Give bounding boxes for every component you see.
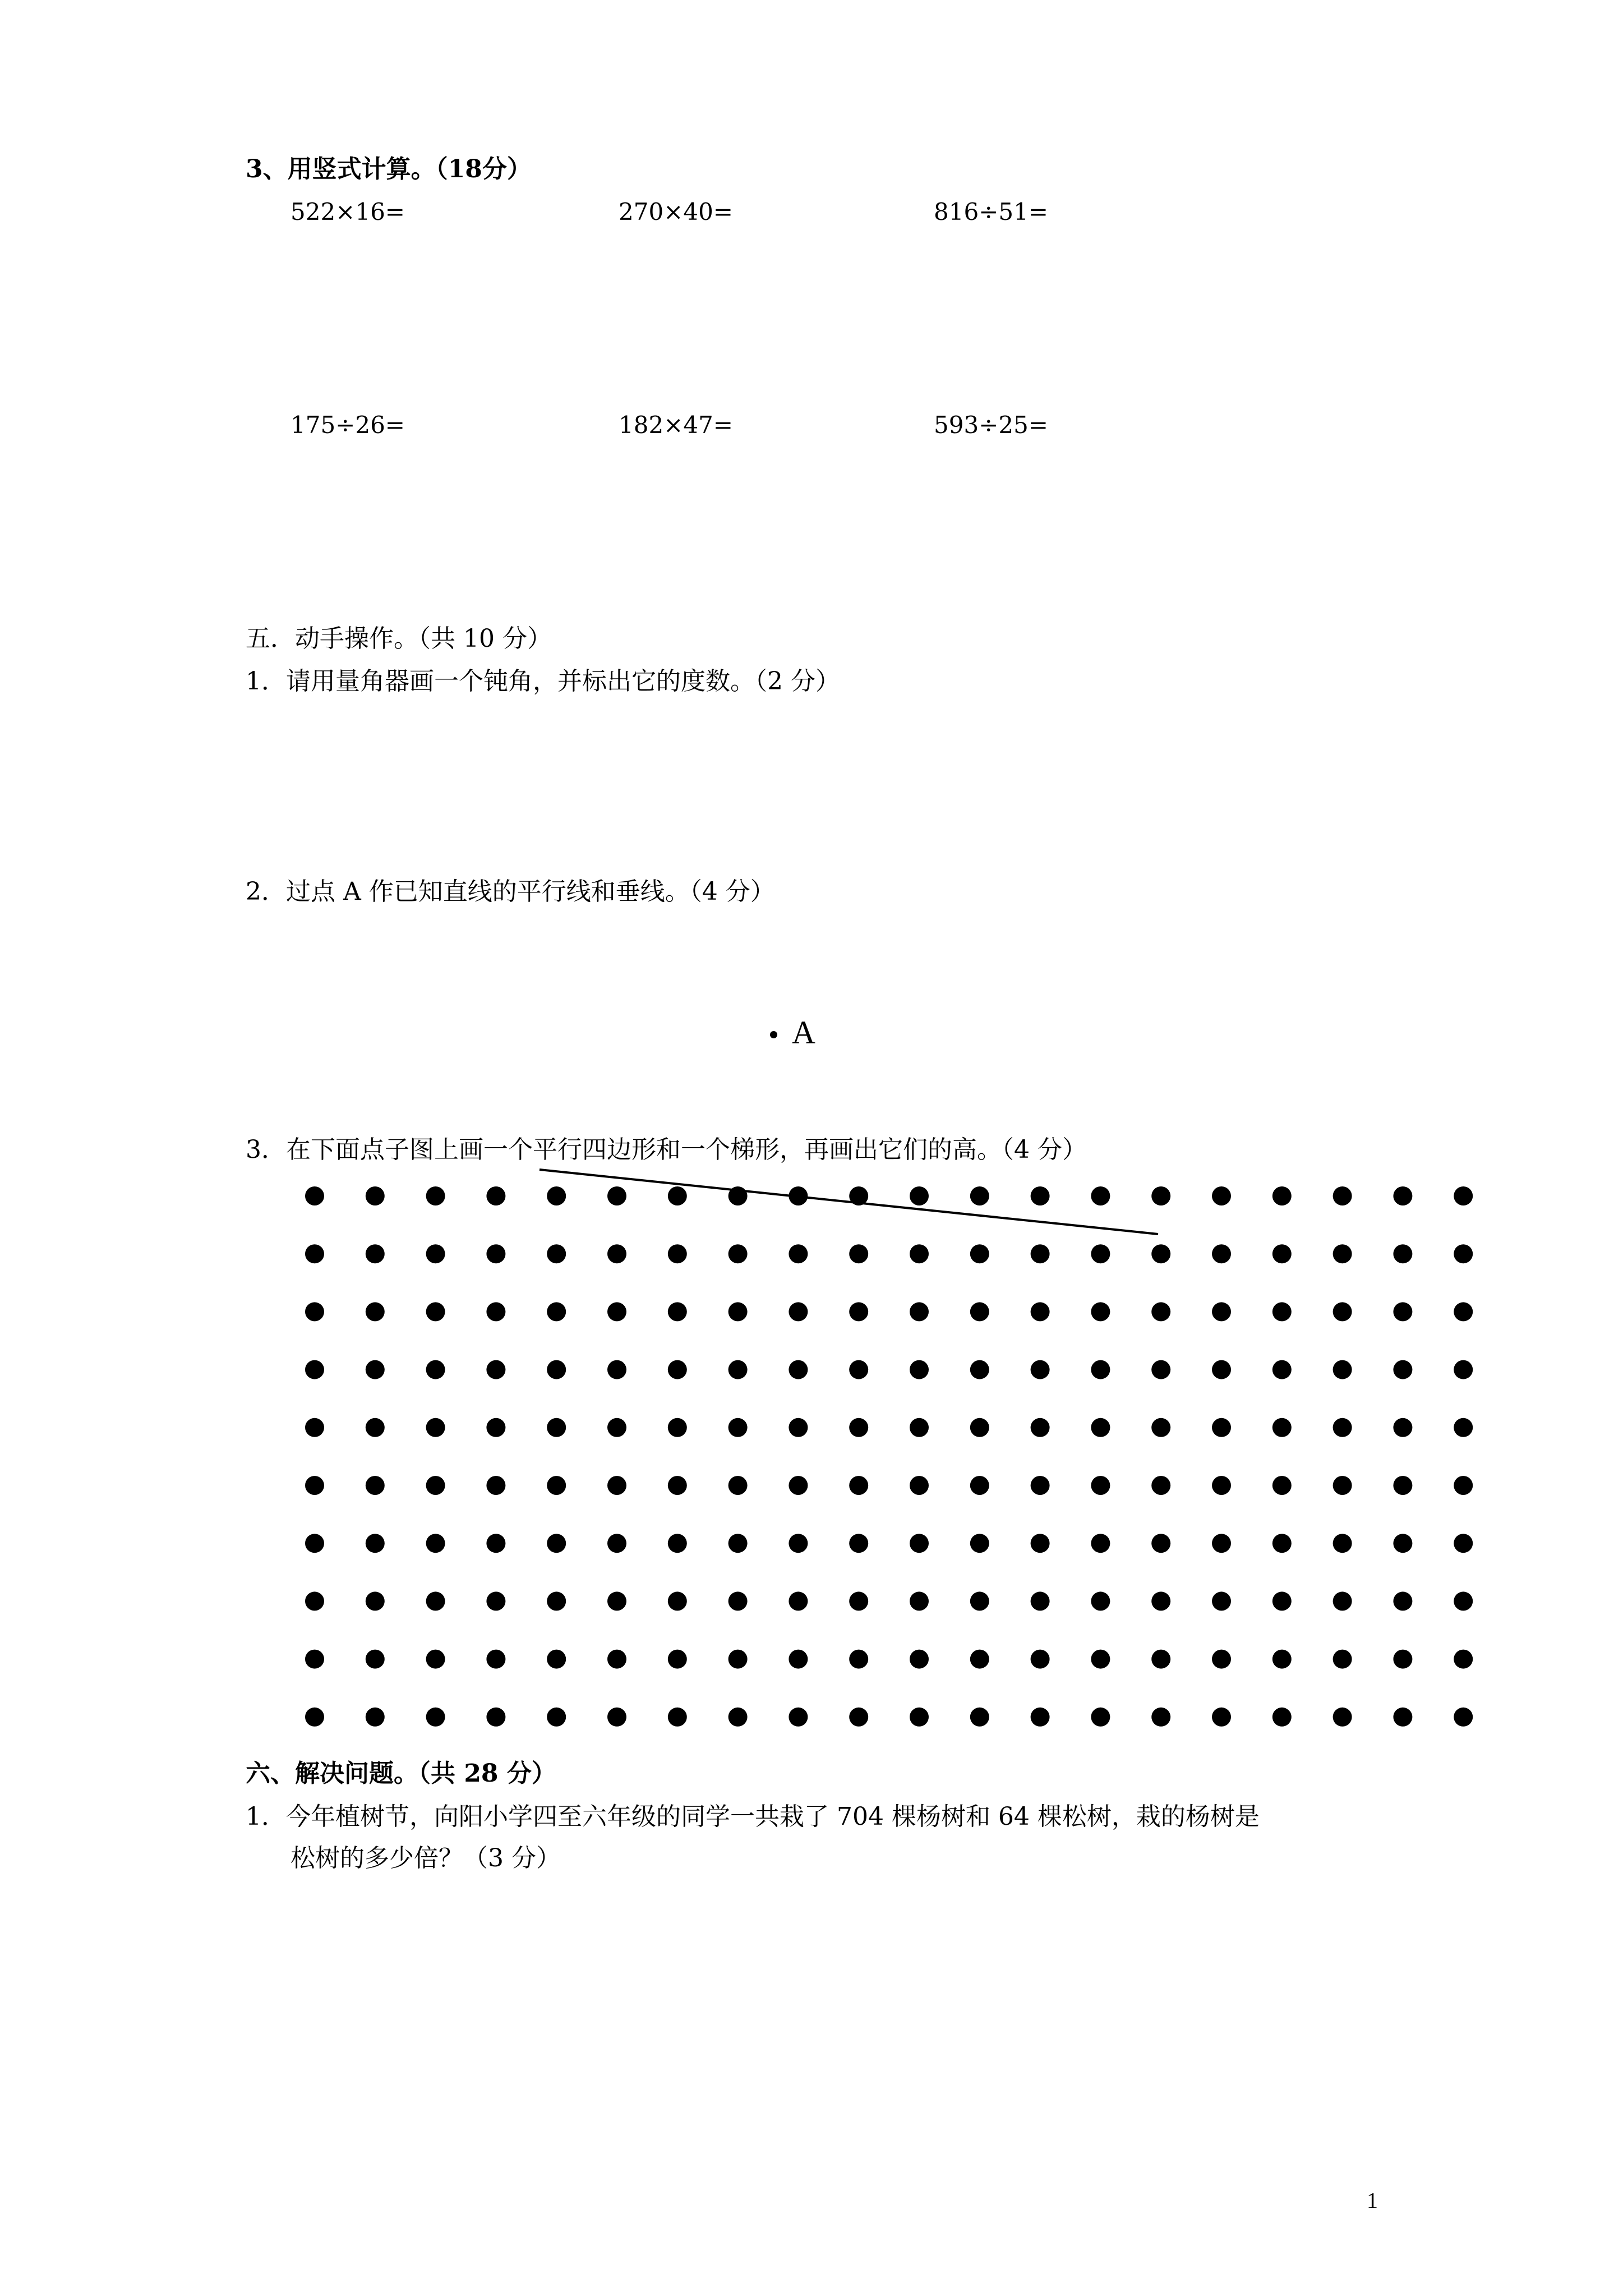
grid-dot xyxy=(1333,1360,1352,1379)
grid-dot xyxy=(1151,1360,1170,1379)
grid-dot xyxy=(1031,1650,1050,1669)
grid-dot xyxy=(970,1418,989,1437)
grid-dot xyxy=(789,1244,808,1263)
section5-question-1: 1．请用量角器画一个钝角，并标出它的度数。（2 分） xyxy=(246,667,840,696)
grid-dot xyxy=(1151,1708,1170,1727)
grid-dot xyxy=(305,1476,324,1495)
grid-dot xyxy=(547,1534,566,1553)
grid-dot xyxy=(1333,1708,1352,1727)
grid-dot xyxy=(547,1244,566,1263)
grid-dot xyxy=(366,1244,385,1263)
grid-dot xyxy=(1212,1186,1231,1205)
grid-dot xyxy=(849,1534,868,1553)
grid-dot xyxy=(1091,1360,1110,1379)
grid-dot xyxy=(1151,1302,1170,1321)
grid-dot xyxy=(970,1186,989,1205)
grid-dot xyxy=(789,1591,808,1611)
grid-dot xyxy=(668,1534,687,1553)
grid-dot xyxy=(910,1476,929,1495)
grid-dot xyxy=(486,1708,505,1727)
grid-dot xyxy=(668,1244,687,1263)
grid-dot xyxy=(305,1418,324,1437)
grid-dot xyxy=(668,1591,687,1611)
grid-dot xyxy=(1454,1534,1473,1553)
grid-dot xyxy=(1151,1534,1170,1553)
grid-dot xyxy=(1333,1476,1352,1495)
grid-dot xyxy=(1393,1591,1412,1611)
grid-dot xyxy=(1212,1476,1231,1495)
given-line xyxy=(540,1170,1158,1234)
grid-dot xyxy=(426,1302,445,1321)
grid-dot xyxy=(728,1591,748,1611)
grid-dot xyxy=(849,1708,868,1727)
grid-dot xyxy=(728,1302,748,1321)
section6-heading: 六、解决问题。（共 28 分） xyxy=(246,1759,556,1788)
grid-dot xyxy=(849,1302,868,1321)
grid-dot xyxy=(486,1244,505,1263)
grid-dot xyxy=(970,1302,989,1321)
grid-dot xyxy=(486,1186,505,1205)
grid-dot xyxy=(426,1650,445,1669)
grid-dot xyxy=(1091,1418,1110,1437)
grid-dot xyxy=(305,1360,324,1379)
grid-dot xyxy=(366,1708,385,1727)
grid-dot xyxy=(789,1302,808,1321)
grid-dot xyxy=(366,1476,385,1495)
grid-dot xyxy=(426,1244,445,1263)
grid-dot xyxy=(305,1302,324,1321)
grid-dot xyxy=(486,1534,505,1553)
grid-dot xyxy=(1031,1708,1050,1727)
grid-dot xyxy=(1091,1708,1110,1727)
grid-dot xyxy=(1454,1360,1473,1379)
point-a-label: A xyxy=(792,1014,815,1051)
grid-dot xyxy=(1212,1418,1231,1437)
grid-dot xyxy=(728,1708,748,1727)
grid-dot xyxy=(1272,1418,1292,1437)
grid-dot xyxy=(1212,1244,1231,1263)
grid-dot xyxy=(1031,1534,1050,1553)
grid-dot xyxy=(426,1360,445,1379)
grid-dot xyxy=(970,1534,989,1553)
grid-dot xyxy=(1272,1244,1292,1263)
grid-dot xyxy=(970,1244,989,1263)
grid-dot xyxy=(1333,1302,1352,1321)
grid-dot xyxy=(668,1476,687,1495)
grid-dot xyxy=(426,1418,445,1437)
grid-dot xyxy=(607,1360,626,1379)
grid-dot xyxy=(305,1591,324,1611)
grid-dot xyxy=(1091,1591,1110,1611)
grid-dot xyxy=(910,1534,929,1553)
section6-question-1-line-2: 松树的多少倍？（3 分） xyxy=(291,1844,561,1872)
grid-dot xyxy=(910,1591,929,1611)
grid-dot xyxy=(1393,1360,1412,1379)
calc-problem-3: 816÷51= xyxy=(934,198,1048,226)
grid-dot xyxy=(1212,1591,1231,1611)
grid-dot xyxy=(366,1186,385,1205)
grid-dot xyxy=(1393,1418,1412,1437)
grid-dot xyxy=(910,1708,929,1727)
grid-dot xyxy=(547,1650,566,1669)
grid-dot xyxy=(1333,1591,1352,1611)
grid-dot xyxy=(1272,1534,1292,1553)
grid-dot xyxy=(547,1591,566,1611)
grid-dot xyxy=(668,1360,687,1379)
grid-dot xyxy=(1454,1186,1473,1205)
section5-heading: 五．动手操作。（共 10 分） xyxy=(246,624,552,653)
grid-dot xyxy=(607,1534,626,1553)
grid-dot xyxy=(728,1534,748,1553)
grid-dot xyxy=(668,1650,687,1669)
grid-dot xyxy=(1031,1360,1050,1379)
grid-dot xyxy=(1393,1708,1412,1727)
grid-dot xyxy=(426,1591,445,1611)
grid-dot xyxy=(1393,1534,1412,1553)
grid-dot xyxy=(1212,1534,1231,1553)
grid-dot xyxy=(1333,1650,1352,1669)
grid-dot xyxy=(728,1650,748,1669)
grid-dot xyxy=(1151,1650,1170,1669)
grid-dot xyxy=(1454,1476,1473,1495)
grid-dot xyxy=(849,1476,868,1495)
grid-dot xyxy=(547,1476,566,1495)
grid-dot xyxy=(1333,1418,1352,1437)
grid-dot xyxy=(910,1244,929,1263)
grid-dot xyxy=(1091,1534,1110,1553)
grid-dot xyxy=(1091,1244,1110,1263)
grid-dot xyxy=(1212,1360,1231,1379)
grid-dot xyxy=(1454,1302,1473,1321)
grid-dot xyxy=(1031,1244,1050,1263)
grid-dot xyxy=(849,1650,868,1669)
grid-dot xyxy=(728,1360,748,1379)
grid-dot xyxy=(305,1650,324,1669)
section5-question-2: 2．过点 A 作已知直线的平行线和垂线。（4 分） xyxy=(246,877,775,906)
grid-dot xyxy=(849,1360,868,1379)
section5-question-3: 3．在下面点子图上画一个平行四边形和一个梯形，再画出它们的高。（4 分） xyxy=(246,1135,1087,1164)
grid-dot xyxy=(1212,1302,1231,1321)
section6-question-1-line-1: 1．今年植树节，向阳小学四至六年级的同学一共栽了 704 棵杨树和 64 棵松树，栽的杨树是 xyxy=(246,1802,1260,1831)
grid-dot xyxy=(1091,1302,1110,1321)
grid-dot xyxy=(1272,1591,1292,1611)
grid-dot xyxy=(607,1244,626,1263)
grid-dot xyxy=(305,1244,324,1263)
calc-problem-1: 522×16= xyxy=(291,198,405,226)
grid-dot xyxy=(970,1708,989,1727)
calc-problem-5: 182×47= xyxy=(619,411,733,439)
grid-dot xyxy=(547,1708,566,1727)
grid-dot xyxy=(789,1708,808,1727)
grid-dot xyxy=(1454,1650,1473,1669)
calc-problem-2: 270×40= xyxy=(619,198,733,226)
grid-dot xyxy=(366,1302,385,1321)
grid-dot xyxy=(1151,1591,1170,1611)
grid-dot xyxy=(728,1418,748,1437)
grid-dot xyxy=(1272,1650,1292,1669)
grid-dot xyxy=(910,1186,929,1205)
grid-dot xyxy=(607,1302,626,1321)
grid-dot xyxy=(789,1534,808,1553)
grid-dot xyxy=(305,1534,324,1553)
grid-dot xyxy=(547,1186,566,1205)
grid-dot xyxy=(789,1418,808,1437)
grid-dot xyxy=(1454,1591,1473,1611)
grid-dot xyxy=(1091,1476,1110,1495)
grid-dot xyxy=(1454,1244,1473,1263)
grid-dot xyxy=(849,1591,868,1611)
grid-dot xyxy=(547,1302,566,1321)
grid-dot xyxy=(970,1476,989,1495)
grid-dot xyxy=(1333,1186,1352,1205)
grid-dot xyxy=(366,1360,385,1379)
grid-dot xyxy=(1393,1244,1412,1263)
grid-dot xyxy=(426,1534,445,1553)
grid-dot xyxy=(607,1418,626,1437)
grid-dot xyxy=(305,1708,324,1727)
grid-dot xyxy=(1031,1186,1050,1205)
grid-dot xyxy=(426,1476,445,1495)
grid-dot xyxy=(1333,1534,1352,1553)
grid-dot xyxy=(366,1591,385,1611)
grid-dot xyxy=(1454,1418,1473,1437)
grid-dot xyxy=(728,1476,748,1495)
grid-dot xyxy=(486,1302,505,1321)
grid-dot xyxy=(1272,1476,1292,1495)
grid-dot xyxy=(1272,1302,1292,1321)
grid-dot xyxy=(789,1360,808,1379)
page-number: 1 xyxy=(1367,2188,1378,2213)
grid-dot xyxy=(970,1650,989,1669)
grid-dot xyxy=(910,1418,929,1437)
section3-heading: 3、用竖式计算。（18分） xyxy=(246,155,532,183)
grid-dot xyxy=(607,1186,626,1205)
grid-dot xyxy=(486,1650,505,1669)
grid-dot xyxy=(1031,1476,1050,1495)
grid-dot xyxy=(970,1360,989,1379)
grid-dot xyxy=(849,1244,868,1263)
grid-dot xyxy=(728,1244,748,1263)
grid-dot xyxy=(1454,1708,1473,1727)
grid-dot xyxy=(910,1650,929,1669)
grid-dot xyxy=(1031,1302,1050,1321)
grid-dot xyxy=(789,1476,808,1495)
grid-dot xyxy=(607,1708,626,1727)
grid-dot xyxy=(305,1186,324,1205)
grid-dot xyxy=(1393,1650,1412,1669)
grid-dot xyxy=(1151,1418,1170,1437)
grid-dot xyxy=(607,1650,626,1669)
grid-dot xyxy=(1272,1708,1292,1727)
grid-dot xyxy=(668,1302,687,1321)
grid-dot xyxy=(1091,1650,1110,1669)
grid-dot xyxy=(1031,1418,1050,1437)
grid-dot xyxy=(1212,1708,1231,1727)
calc-problem-4: 175÷26= xyxy=(291,411,405,439)
grid-dot xyxy=(668,1186,687,1205)
grid-dot xyxy=(366,1650,385,1669)
grid-dot xyxy=(1091,1186,1110,1205)
grid-dot xyxy=(1031,1591,1050,1611)
grid-dot xyxy=(910,1360,929,1379)
grid-dot xyxy=(1393,1476,1412,1495)
grid-dot xyxy=(1393,1302,1412,1321)
grid-dot xyxy=(849,1418,868,1437)
grid-dot xyxy=(1151,1476,1170,1495)
grid-dot xyxy=(426,1186,445,1205)
grid-dot xyxy=(789,1650,808,1669)
grid-dot xyxy=(1212,1650,1231,1669)
grid-dot xyxy=(910,1302,929,1321)
grid-dot xyxy=(486,1360,505,1379)
grid-dot xyxy=(486,1591,505,1611)
grid-dot xyxy=(366,1418,385,1437)
grid-dot xyxy=(607,1476,626,1495)
grid-dot xyxy=(547,1360,566,1379)
grid-dot xyxy=(547,1418,566,1437)
grid-dot xyxy=(426,1708,445,1727)
grid-dot xyxy=(486,1476,505,1495)
grid-dot xyxy=(668,1418,687,1437)
grid-dot xyxy=(1272,1360,1292,1379)
grid-dot xyxy=(668,1708,687,1727)
grid-dot xyxy=(366,1534,385,1553)
calc-problem-6: 593÷25= xyxy=(934,411,1048,439)
grid-dot xyxy=(1272,1186,1292,1205)
grid-dot xyxy=(1151,1186,1170,1205)
grid-dot xyxy=(486,1418,505,1437)
grid-dot xyxy=(607,1591,626,1611)
grid-dot xyxy=(1151,1244,1170,1263)
grid-dot xyxy=(970,1591,989,1611)
grid-dot xyxy=(1393,1186,1412,1205)
grid-dot xyxy=(1333,1244,1352,1263)
